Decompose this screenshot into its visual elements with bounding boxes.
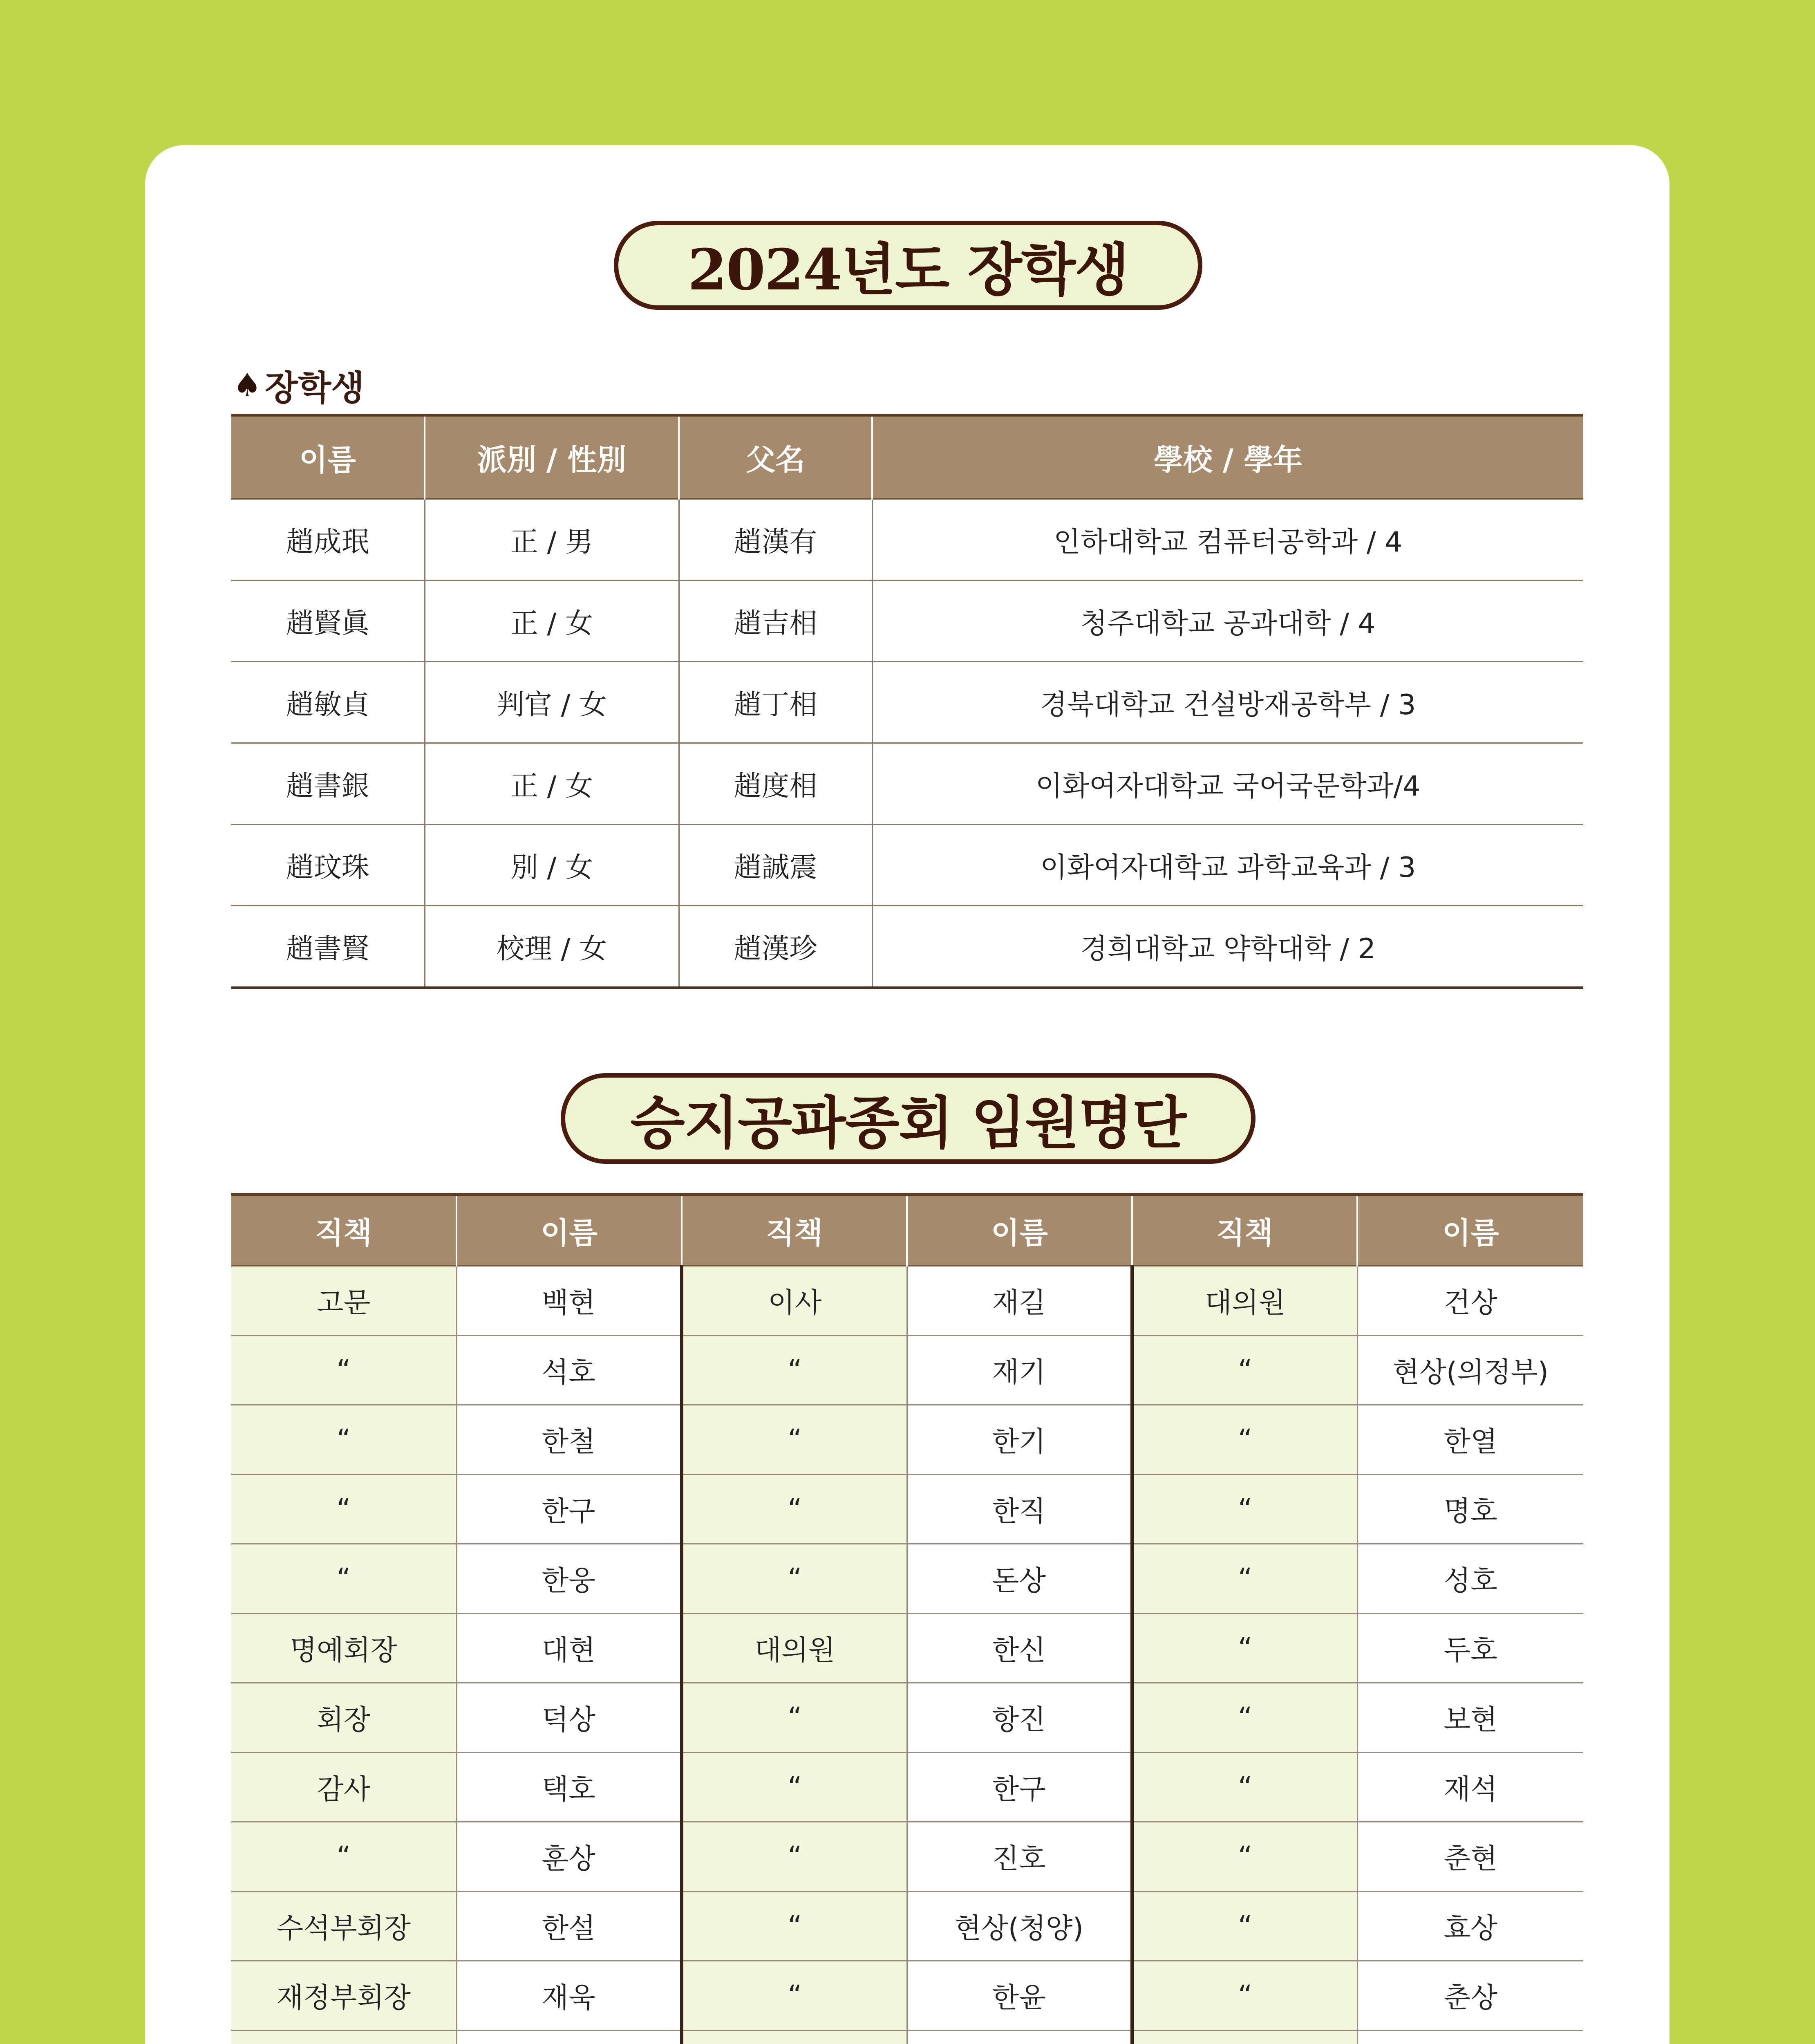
column-header: 직책 xyxy=(682,1195,907,1266)
column-header: 學校 / 學年 xyxy=(872,415,1583,499)
name-cell: 훈상 xyxy=(457,1822,682,1892)
scholarship-table xyxy=(231,414,1583,989)
branch-gender-cell: 校理 / 女 xyxy=(425,906,679,988)
column-header: 派別 / 性別 xyxy=(425,415,679,499)
position-cell: “ xyxy=(682,1336,907,1405)
name-cell: 덕상 xyxy=(457,1683,682,1753)
position-cell: “ xyxy=(682,1961,907,2031)
name-cell: 한직 xyxy=(907,1475,1132,1544)
name-cell: 한철 xyxy=(457,1405,682,1475)
column-header: 父名 xyxy=(679,415,872,499)
column-header: 이름 xyxy=(907,1195,1132,1266)
position-cell: “ xyxy=(1132,1405,1357,1475)
table-row xyxy=(231,1544,1583,1614)
table-header-row xyxy=(231,415,1583,499)
table-row xyxy=(231,1614,1583,1683)
father-name-cell: 趙丁相 xyxy=(679,662,872,743)
name-cell: 한구 xyxy=(457,1475,682,1544)
position-cell: 재정부회장 xyxy=(231,1961,457,2031)
name-cell: 재석 xyxy=(1357,1753,1583,1822)
name-cell: 재기 xyxy=(907,1336,1132,1405)
table-row xyxy=(231,1475,1583,1544)
position-cell: 명예회장 xyxy=(231,1614,457,1683)
name-cell xyxy=(457,2031,682,2044)
table-row xyxy=(231,1822,1583,1892)
position-cell: “ xyxy=(1132,1683,1357,1753)
position-cell: “ xyxy=(682,1683,907,1753)
position-cell: “ xyxy=(231,1475,457,1544)
name-cell: 대현 xyxy=(457,1614,682,1683)
column-header: 직책 xyxy=(1132,1195,1357,1266)
position-cell: 감사 xyxy=(231,1753,457,1822)
name-cell: 한설 xyxy=(457,1892,682,1961)
table-header-row xyxy=(231,1195,1583,1266)
table-row xyxy=(231,1405,1583,1475)
position-cell: 회장 xyxy=(231,1683,457,1753)
name-cell: 한윤 xyxy=(907,1961,1132,2031)
name-cell: 한웅 xyxy=(457,1544,682,1614)
name-cell xyxy=(907,2031,1132,2044)
name-cell: 춘상 xyxy=(1357,1961,1583,2031)
school-grade-cell: 청주대학교 공과대학 / 4 xyxy=(872,580,1583,662)
table-row xyxy=(231,1266,1583,1336)
table-row xyxy=(231,743,1583,825)
scholarship-section-label xyxy=(233,361,364,410)
name-cell: 현상(의정부) xyxy=(1357,1336,1583,1405)
name-cell: 재욱 xyxy=(457,1961,682,2031)
position-cell: “ xyxy=(682,1753,907,1822)
column-header: 이름 xyxy=(457,1195,682,1266)
branch-gender-cell: 正 / 女 xyxy=(425,743,679,825)
position-cell: “ xyxy=(1132,1822,1357,1892)
position-cell: “ xyxy=(1132,1961,1357,2031)
table-row xyxy=(231,2031,1583,2044)
name-cell: 택호 xyxy=(457,1753,682,1822)
table-row xyxy=(231,662,1583,743)
position-cell: 이사 xyxy=(682,1266,907,1336)
name-cell: 趙書銀 xyxy=(231,743,425,825)
name-cell: 한신 xyxy=(907,1614,1132,1683)
name-cell: 명호 xyxy=(1357,1475,1583,1544)
position-cell: “ xyxy=(1132,1614,1357,1683)
column-header: 이름 xyxy=(1357,1195,1583,1266)
branch-gender-cell: 判官 / 女 xyxy=(425,662,679,743)
scholarship-banner xyxy=(614,221,1202,310)
position-cell: “ xyxy=(1132,1475,1357,1544)
position-cell: “ xyxy=(231,1822,457,1892)
name-cell: 춘현 xyxy=(1357,1822,1583,1892)
officers-table xyxy=(231,1193,1583,2044)
position-cell: “ xyxy=(682,1475,907,1544)
name-cell: 효상 xyxy=(1357,1892,1583,1961)
table-row xyxy=(231,1336,1583,1405)
name-cell: 趙書賢 xyxy=(231,906,425,988)
father-name-cell: 趙漢珍 xyxy=(679,906,872,988)
table-row xyxy=(231,906,1583,988)
name-cell: 보현 xyxy=(1357,1683,1583,1753)
position-cell: “ xyxy=(682,1544,907,1614)
name-cell: 趙玟珠 xyxy=(231,825,425,906)
branch-gender-cell: 正 / 女 xyxy=(425,580,679,662)
position-cell: 대의원 xyxy=(682,1614,907,1683)
table-row xyxy=(231,1753,1583,1822)
position-cell: “ xyxy=(682,1405,907,1475)
spade-icon: ♠ xyxy=(233,367,262,404)
name-cell: 한기 xyxy=(907,1405,1132,1475)
father-name-cell: 趙吉相 xyxy=(679,580,872,662)
officers-banner xyxy=(561,1073,1256,1164)
position-cell: “ xyxy=(231,1336,457,1405)
name-cell: 진호 xyxy=(907,1822,1132,1892)
position-cell: “ xyxy=(1132,1753,1357,1822)
name-cell: 성호 xyxy=(1357,1544,1583,1614)
position-cell: “ xyxy=(231,1544,457,1614)
officers-banner-text: 승지공파종회 임원명단 xyxy=(630,1089,1186,1156)
scholarship-banner-text: 2024년도 장학생 xyxy=(687,236,1129,303)
scholarship-label-text: 장학생 xyxy=(264,368,365,408)
name-cell: 재길 xyxy=(907,1266,1132,1336)
father-name-cell: 趙度相 xyxy=(679,743,872,825)
branch-gender-cell: 正 / 男 xyxy=(425,499,679,580)
table-row xyxy=(231,825,1583,906)
name-cell: 현상(청양) xyxy=(907,1892,1132,1961)
school-grade-cell: 인하대학교 컴퓨터공학과 / 4 xyxy=(872,499,1583,580)
position-cell: “ xyxy=(1132,1892,1357,1961)
table-row xyxy=(231,1961,1583,2031)
name-cell: 석호 xyxy=(457,1336,682,1405)
name-cell: 趙賢眞 xyxy=(231,580,425,662)
name-cell: 趙敏貞 xyxy=(231,662,425,743)
name-cell: 돈상 xyxy=(907,1544,1132,1614)
table-row xyxy=(231,499,1583,580)
table-row xyxy=(231,580,1583,662)
school-grade-cell: 이화여자대학교 과학교육과 / 3 xyxy=(872,825,1583,906)
name-cell: 趙成珉 xyxy=(231,499,425,580)
column-header: 이름 xyxy=(231,415,425,499)
name-cell: 두호 xyxy=(1357,1614,1583,1683)
name-cell: 백현 xyxy=(457,1266,682,1336)
school-grade-cell: 이화여자대학교 국어국문학과/4 xyxy=(872,743,1583,825)
position-cell: 수석부회장 xyxy=(231,1892,457,1961)
name-cell xyxy=(1357,2031,1583,2044)
position-cell xyxy=(1132,2031,1357,2044)
name-cell: 건상 xyxy=(1357,1266,1583,1336)
father-name-cell: 趙誠震 xyxy=(679,825,872,906)
position-cell: “ xyxy=(682,1822,907,1892)
position-cell: “ xyxy=(231,1405,457,1475)
column-header: 직책 xyxy=(231,1195,457,1266)
position-cell: “ xyxy=(1132,1544,1357,1614)
father-name-cell: 趙漢有 xyxy=(679,499,872,580)
school-grade-cell: 경희대학교 약학대학 / 2 xyxy=(872,906,1583,988)
table-row xyxy=(231,1892,1583,1961)
position-cell xyxy=(682,2031,907,2044)
position-cell: “ xyxy=(1132,1336,1357,1405)
position-cell: 고문 xyxy=(231,1266,457,1336)
position-cell xyxy=(231,2031,457,2044)
position-cell: “ xyxy=(682,1892,907,1961)
table-row xyxy=(231,1683,1583,1753)
position-cell: 대의원 xyxy=(1132,1266,1357,1336)
name-cell: 항진 xyxy=(907,1683,1132,1753)
branch-gender-cell: 別 / 女 xyxy=(425,825,679,906)
name-cell: 한열 xyxy=(1357,1405,1583,1475)
school-grade-cell: 경북대학교 건설방재공학부 / 3 xyxy=(872,662,1583,743)
name-cell: 한구 xyxy=(907,1753,1132,1822)
